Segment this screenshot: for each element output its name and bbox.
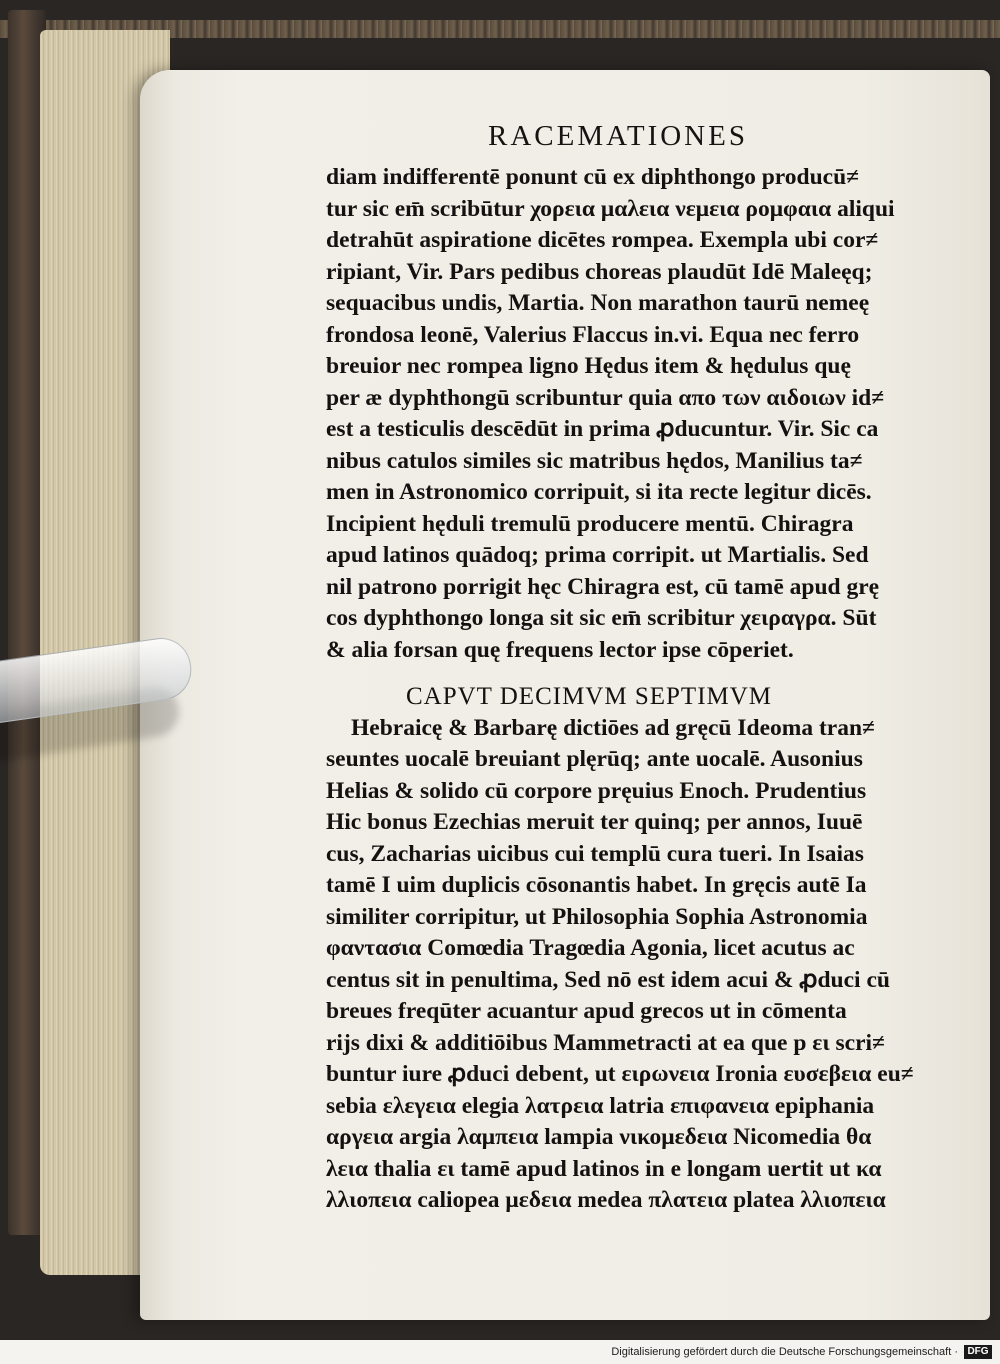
text-line: tur sic em̄ scribūtur χορεια μαλεια νεμεια ρομφαια aliqui — [326, 195, 895, 222]
text-line: rijs dixi & additiōibus Mammetracti at ea que p ει scri≠ — [326, 1029, 885, 1056]
text-line: breuior nec rompea ligno Hędus item & hędulus quę — [326, 353, 851, 379]
text-line: nibus catulos similes sic matribus hędos, Manilius ta≠ — [326, 447, 863, 474]
chapter-heading: CAPVT DECIMVM SEPTIMVM — [406, 683, 773, 710]
text-line: diam indifferentē ponunt cū ex diphthongo producū≠ — [326, 164, 860, 190]
text-line: ripiant, Vir. Pars pedibus choreas plaudūt Idē Maleęq; — [326, 258, 873, 285]
text-line: seuntes uocalē breuiant plęrūq; ante uocalē. Ausonius — [326, 746, 863, 772]
body-text — [326, 162, 916, 1217]
text-line: detrahūt aspiratione dicētes rompea. Exempla ubi cor≠ — [326, 227, 879, 253]
text-line: nil patrono porrigit hęc Chiragra est, cū tamē apud grę — [326, 573, 880, 600]
text-line: tamē I uim duplicis cōsonantis habet. In gręcis autē Ia — [326, 872, 867, 898]
text-line: buntur iure ꝓduci debent, ut ειρωνεια Ironia ευσεβεια eu≠ — [326, 1061, 914, 1087]
text-line: φαντασια Comœdia Tragœdia Agonia, licet acutus ac — [326, 935, 855, 961]
text-line: apud latinos quādoq; prima corripit. ut Martialis. Sed — [326, 542, 869, 568]
text-line: similiter corripitur, ut Philosophia Sophia Astronomia — [326, 903, 868, 930]
text-line: cus, Zacharias uicibus cui templū cura tueri. In Isaias — [326, 840, 864, 867]
text-line: Helias & solido cū corpore pręuius Enoch. Prudentius — [326, 777, 867, 804]
text-line: Incipient hęduli tremulū producere mentū. Chiragra — [326, 510, 854, 537]
text-line: breues freqūter acuantur apud grecos ut in cōmenta — [326, 998, 847, 1024]
running-head: RACEMATIONES — [488, 120, 748, 152]
text-line: centus sit in penultima, Sed nō est idem acui & ꝓduci cū — [326, 966, 890, 993]
text-line: Hic bonus Ezechias meruit ter quinq; per annos, Iuuē — [326, 809, 863, 835]
text-line: frondosa leonē, Valerius Flaccus in.vi. Equa nec ferro — [326, 321, 860, 348]
text-line: per æ dyphthongū scribuntur quia απο των αιδοιων id≠ — [326, 384, 885, 411]
text-line: men in Astronomico corripuit, si ita recte legitur dicēs. — [326, 479, 872, 505]
text-line: Hebraicę & Barbarę dictiōes ad gręcū Ideoma tran≠ — [351, 714, 875, 741]
text-line: cos dyphthongo longa sit sic em̄ scribitur χειραγρα. Sūt — [326, 605, 877, 631]
text-line: λεια thalia ει tamē apud latinos in e longam uertit ut κα — [326, 1155, 882, 1182]
text-line: sequacibus undis, Martia. Non marathon taurū nemeę — [326, 290, 870, 316]
text-line: αργεια argia λαμπεια lampia νικομεδεια Nicomedia θα — [326, 1124, 872, 1150]
text-line: λλιοπεια caliopea μεδεια medea πλατεια platea λλιοπεια — [326, 1187, 886, 1213]
text-line: & alia forsan quę frequens lector ipse cōperiet. — [326, 636, 794, 663]
dfg-logo: DFG — [964, 1345, 992, 1359]
text-line: sebia ελεγεια elegia λατρεια latria επιφανεια epiphania — [326, 1092, 875, 1119]
text-line: est a testiculis descēdūt in prima ꝓducuntur. Vir. Sic ca — [326, 416, 879, 442]
footer-credit: Digitalisierung gefördert durch die Deutsche Forschungsgemeinschaft · — [611, 1346, 958, 1358]
